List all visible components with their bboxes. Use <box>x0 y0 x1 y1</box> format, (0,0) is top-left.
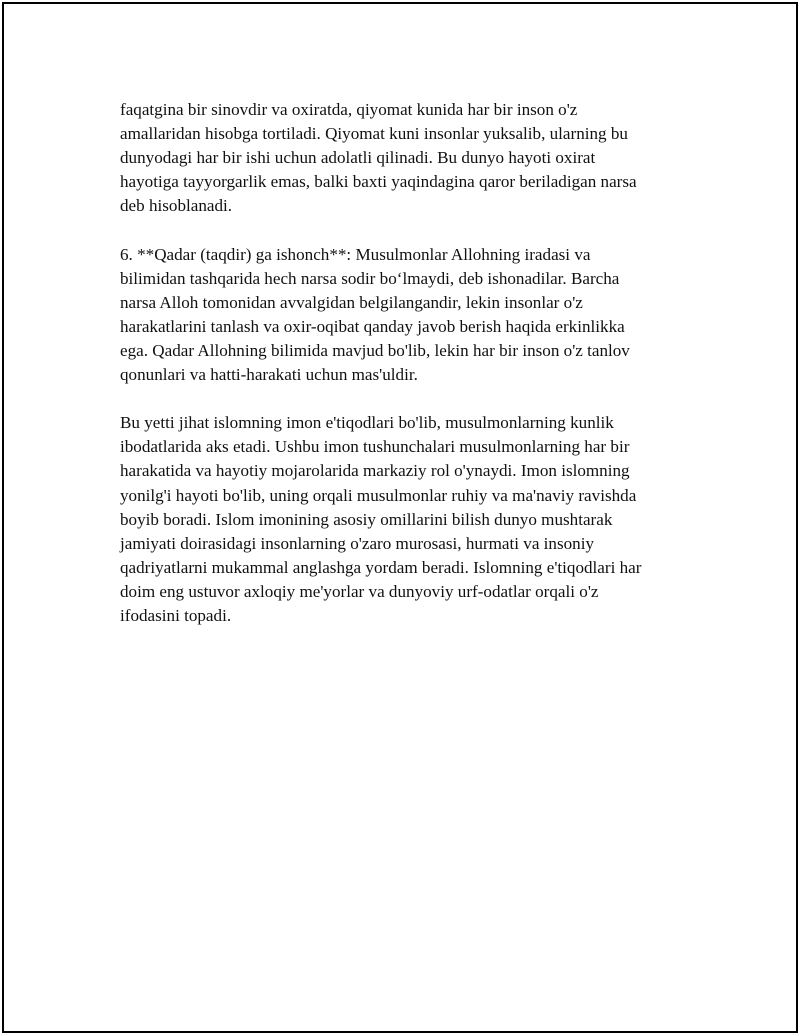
text-line: harakatlarini tanlash va oxir-oqibat qanday javob berish haqida erkinlikka <box>120 316 625 336</box>
text-line: dunyodagi har bir ishi uchun adolatli qilinadi. Bu dunyo hayoti oxirat <box>120 148 596 168</box>
text-line: yonilg'i hayoti bo'lib, uning orqali musulmonlar ruhiy va ma'naviy ravishda <box>120 485 637 505</box>
paragraph-conclusion <box>120 411 688 628</box>
text-line: jamiyati doirasidagi insonlarning o'zaro murosasi, hurmati va insoniy <box>120 533 595 553</box>
text-line: harakatida va hayotiy mojarolarida markaziy rol o'ynaydi. Imon islomning <box>120 461 630 481</box>
text-line: hayotiga tayyorgarlik emas, balki baxti yaqindagina qaror beriladigan narsa <box>120 172 637 192</box>
text-line: ifodasini topadi. <box>120 605 232 625</box>
document-body <box>120 98 688 652</box>
text-line: qonunlari va hatti-harakati uchun mas'uldir. <box>120 365 418 385</box>
text-line: deb hisoblanadi. <box>120 196 233 216</box>
paragraph-afterlife-continued <box>120 98 688 218</box>
text-line: qadriyatlarni mukammal anglashga yordam beradi. Islomning e'tiqodlari har <box>120 557 642 577</box>
document-page <box>2 2 798 1033</box>
paragraph-qadar <box>120 243 688 388</box>
text-line: ibodatlarida aks etadi. Ushbu imon tushunchalari musulmonlarning har bir <box>120 437 630 457</box>
text-line: bilimidan tashqarida hech narsa sodir bo‘lmaydi, deb ishonadilar. Barcha <box>120 268 620 288</box>
text-line: amallaridan hisobga tortiladi. Qiyomat kuni insonlar yuksalib, ularning bu <box>120 124 628 144</box>
text-line: faqatgina bir sinovdir va oxiratda, qiyomat kunida har bir inson o'z <box>120 100 578 119</box>
text-line: Bu yetti jihat islomning imon e'tiqodlari bo'lib, musulmonlarning kunlik <box>120 413 614 433</box>
text-line: narsa Alloh tomonidan avvalgidan belgilangandir, lekin insonlar o'z <box>120 292 583 312</box>
text-line: doim eng ustuvor axloqiy me'yorlar va dunyoviy urf-odatlar orqali o'z <box>120 581 599 601</box>
text-line: boyib boradi. Islom imonining asosiy omillarini bilish dunyo mushtarak <box>120 509 613 529</box>
text-line: ega. Qadar Allohning bilimida mavjud bo'lib, lekin har bir inson o'z tanlov <box>120 340 630 360</box>
text-line: 6. **Qadar (taqdir) ga ishonch**: Musulmonlar Allohning iradasi va <box>120 244 591 264</box>
